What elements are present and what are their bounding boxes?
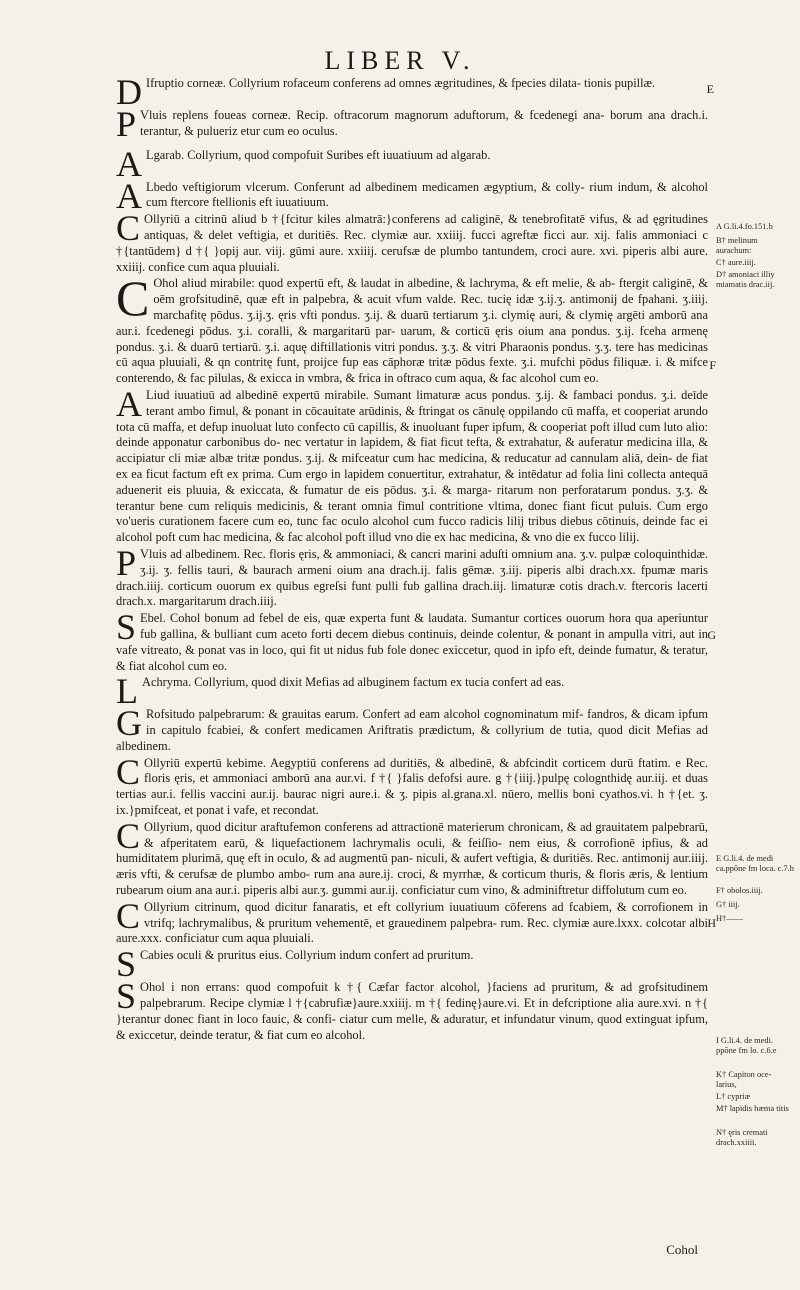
paragraph [116, 72, 708, 112]
paragraph [116, 175, 708, 216]
paragraph [116, 270, 708, 387]
paragraph-text: Ollyriū a citrinū aliud b †{fcitur kiles almatrā:}conferens ad caliginē, & tenebrofitatē vifus, & ad ęgritudines antiquas, & delet veftigia, et duritiēs. Rec. clymiæ aur. xxiiij. fucci agreftæ ficci aur. xij. falis ammoniaci c †{tantūdem} d †{ }opij aur. viij. gūmi aure. xxiiij. cerufsæ de plumbo tantundem, croci aure. xvi. piperis albi aure. xxiiij. confice cum aqua pluuiali. [116, 212, 708, 274]
marginal-note: D† amoniaci illiy miamatis drac.iij. [716, 270, 775, 289]
paragraph-text: Ohol i non errans: quod compofuit k †{ Cæfar factor alcohol, }faciens ad pruritum, & ad grofsitudinem palpebrarum. Recipe clymiæ l †{cabrufiæ}aure.xxiiij. m †{ fedinę}aure.vi. Et in defcriptione alia aure.xvi. n †{ }terantur donec fiant in loco fauic, & confi- ciatur cum melle, & aduratur, et infundatur vinum, quod extinguat ipfum, & exiccetur, deinde teratur, & fiat cum eo alcohol. [116, 980, 708, 1042]
marginal-note: I G.li.4. de medi. ppōne fm lo. c.6.e [716, 1036, 777, 1055]
marginal-note: N† ęris cremati drach.xxiiii. [716, 1128, 768, 1147]
drop-cap: C [116, 895, 141, 936]
paragraph [116, 671, 708, 712]
marginal-note: H†—— [716, 914, 743, 923]
drop-cap: C [116, 270, 150, 327]
paragraph-text: Ollyriū expertū kebime. Aegyptiū conferens ad duritiēs, & albedinē, & abfcindit corticem durū ftatim. e Rec. floris ęris, et ammoniaci amborū ana aur.vi. f †{ }falis defofsi aure. g †{iiij.}pulpę colognthidę aur.iij. et duas tertias aur.i. fellis vaccini aur.ij. baurac nigri aure.i. & ʒ. pipis al.grana.xl. nūero, mellis boni cyathos.vi. h †{et. ʒ. ix.}pmifceat, et ponat i vafe, et recondat. [116, 755, 708, 818]
marginal-note: F† obolos.iiij. [716, 886, 763, 895]
paragraph [116, 751, 708, 819]
paragraph [116, 383, 708, 546]
paragraph-text: Lbedo veftigiorum vlcerum. Conferunt ad albedinem medicamen ægyptium, & colly- rium indum, & alcohol cum ftercore ftellionis eft iuuatiuum. [146, 179, 708, 210]
paragraph-text: Ifruptio corneæ. Collyrium rofaceum conferens ad omnes ægritudines, & fpecies dilata- tionis pupillæ. [146, 76, 655, 90]
paragraph-text: Liud iuuatiuū ad albedinē expertū mirabile. Sumant limaturæ acus pondus. ʒ.ij. & fambaci pondus. ʒ.i. deīde terant ambo fimul, & ponant in cōcauitate arūdinis, & ftringat os cānulę oppilando cū maffa, et cooperiat arundo tota cū maffa, et defup inuoluat luto confecto cū capillis, & inuoluant fuper ipfum, & cooperiat poft illud cum luto alio: deinde apponatur carbonibus do- nec vertatur in lapidem, & fiat ficut tefta, & extrahatur, & auferatur medicina illa, & accipiatur cli miæ albæ tritæ pondus. ʒ.ij. & mifceatur cum hac medicina, & reducatur ad cannulam aliā, dein- de fiat ex ea ficut factum eft ex prima. Cum ergo in lapidem conuertitur, extrahatur, & intēdatur ad folia lini collecta antequā aduenerit eis pluuia, & exiccata, & fumatur de eis pōdus. ʒ.i. & marga- ritarum non perforatarum pondus. ʒ.ʒ. & terantur bene cum reliquis medicinis, & terant omnia fimul contritione vltima, donec fiant ficut puluis. Cum ergo vo'ueris curationem facere cum eo, tunc fac oculo alcohol cum fucco radicis lilij tribus diebus cōtinuis, deinde fac ei alcohol poft cum hac medicina, & fac alcohol poft illud vno die ex hac medicina, & vno die ex fucco lilij. [116, 387, 708, 545]
drop-cap: P [116, 104, 137, 144]
margin-letter: G [707, 628, 716, 642]
drop-cap: A [116, 383, 142, 424]
drop-cap: A [116, 175, 142, 216]
text-body [116, 72, 708, 1044]
paragraph-text: Cabies oculi & pruritus eius. Collyrium indum confert ad pruritum. [140, 948, 474, 963]
paragraph-text: Vluis replens foueas corneæ. Recip. oftracorum magnorum aduftorum, & fcedenegi ana- borum ana drach.i. terantur, & pulueriz etur cum eo oculus. [140, 108, 708, 138]
marginal-note: K† Capiton oce- larius, [716, 1070, 772, 1089]
paragraph-text: Ebel. Cohol bonum ad febel de eis, quæ experta funt & laudata. Sumantur cortices ouorum hora qua aperiuntur fub gallina, & bulliant cum aceto forti decem diebus continuis, deinde colentur, & ponant in ampulla vitri, aut in vafe vitreato, & ponat vas in loco, qui fit ut nidus fub fole donec exiccetur, quod in ipfo eft, deinde fumatur, & teratur, & fiat alcohol cum eo. [116, 611, 708, 673]
drop-cap: S [116, 607, 137, 648]
drop-cap: C [116, 815, 141, 856]
paragraph-text: Ollyrium citrinum, quod dicitur fanaratis, et eft collyrium iuuatiuum cōferens ad fcabiem, & corrofionem in vtrifq; lachrymalibus, & pruritum vehementē, et grauedinem palpebra- rum. Rec. clymiæ aure.lxxx. colcotar albi aure.xxx. conficiatur cum aqua pluuiali. [116, 899, 708, 946]
drop-cap: G [116, 703, 142, 744]
paragraph [116, 607, 708, 674]
margin-letter: E [706, 82, 714, 96]
paragraph-text: Vluis ad albedinem. Rec. floris ęris, & ammoniaci, & cancri marini aduſti omnium ana. ʒ.v. pulpæ coloquinthidæ. ʒ.ij. ʒ. fellis tauri, & baurach armeni oium ana drach.ij. falis gēmæ. ʒ.iij. piperis albi drach.xx. fpumæ maris drach.iiij. corticum ouorum ex quibus egreſsi funt pulli fub gallina drach.iij. limaturæ cotis drach.v. ftercoris lacerti drach.x. margaritarum drach.iiij. [116, 546, 708, 609]
marginal-note: C† aure.iiij. [716, 258, 756, 267]
drop-cap: S [116, 976, 137, 1017]
drop-cap: L [116, 671, 138, 712]
marginal-note: A G.li.4.fo.151.b [716, 222, 773, 231]
margin-letter: F [709, 358, 716, 372]
paragraph-text: Achryma. Collyrium, quod dixit Mefias ad albuginem factum ex tucia confert ad eas. [142, 675, 565, 690]
marginal-note: M† lapidis hæma titis [716, 1104, 789, 1113]
paragraph [116, 542, 708, 610]
drop-cap: C [116, 208, 141, 249]
drop-cap: C [116, 751, 141, 792]
margin-letter: H [707, 916, 716, 930]
marginal-note: G† iiij. [716, 900, 740, 909]
drop-cap: P [116, 542, 137, 583]
drop-cap: D [116, 72, 142, 112]
paragraph [116, 895, 708, 947]
paragraph [116, 944, 708, 985]
paragraph [116, 208, 708, 275]
paragraph-text: Ollyrium, quod dicitur araftufemon conferens ad attractionē materierum chronicam, & ad grauitatem palpebrarū, & afperitatem earū, & liquefactionem lachrymalis oculi, & feiſſio- nem eius, & corrofionē ipfius, & ad humiditatem plurimā, quę eft in oculo, & ad augmentū pan- niculi, & aufert veftigia, & duritiēs. Rec. antimonij aur.iiij. æris vfti, & cerufsæ de plumbo ambo- rum ana aure.ij. croci, & myrrhæ, & corticum thuris, & floris æris, & lentium rubearum oium ana aur.i. piperis albi aur.ʒ. gummi aur.ij. conficiatur cum vino, & adminiftretur diffolutum cum eo. [116, 819, 708, 898]
drop-cap: S [116, 944, 137, 985]
paragraph [116, 703, 708, 754]
catchword: Cohol [666, 1242, 698, 1257]
paragraph-text: Ohol aliud mirabile: quod expertū eft, & laudat in albedine, & lachryma, & eft melie, & ab- ftergit caliginē, & oēm grofsitudinē, quæ eft in palpebra, & acuit vfum valde. Rec. tucię idæ ʒ.ij.ʒ. antimonij de fpahani. ʒ.iiij. marchafitę pōdus. ʒ.ij.ʒ. ęris vfti pondus. ʒ.ij. & duarū tertiarum ʒ.i. clymię auri, & clymię argēti amborū ana aur.i. fcedenegi pōdus. ʒ.i. coralli, & margaritarū par- uarum, & corticū ęris oium ana pondus. ʒ.ij. fceha armenę pondus. ʒ.i. & duarū tertiarū. ʒ.i. aquę diftillationis vitri pondus. ʒ.ʒ. & vitri Pharaonis pondus. ʒ.ʒ. tere has medicinas cū aqua pluuiali, & qn contritę funt, proijce fup eas cāphoræ tritæ pōdus fexte. ʒ.i. mufchi pōdus filiquæ. i. & mifce conterendo, & fac pilulas, & exicca in vmbra, & frica in oftraco cum aqua, & fac alcohol cum eo. [116, 276, 708, 386]
paragraph [116, 976, 708, 1043]
paragraph-text: Lgarab. Collyrium, quod compofuit Suribes eft iuuatiuum ad algarab. [146, 147, 491, 162]
paragraph [116, 815, 708, 899]
marginal-note: L† cypriæ [716, 1092, 751, 1101]
paragraph [116, 104, 708, 144]
drop-cap: A [116, 143, 142, 184]
paragraph-text: Rofsitudo palpebrarum: & grauitas earum. Confert ad eam alcohol cognominatum mif- fandros, & dicam ipfum in capitulo fcabiei, & confert medicamen Ariftratis prædictum, & collyrium de tutia, quod dicit Mefias ad albedinem. [116, 707, 708, 753]
marginal-note: B† melinum aurachum: [716, 236, 758, 255]
paragraph [116, 143, 708, 184]
marginal-note: E G.li.4. de medi ca.ppōne fm loca. c.7.h [716, 854, 794, 873]
page-header: LIBER V. [324, 46, 476, 75]
